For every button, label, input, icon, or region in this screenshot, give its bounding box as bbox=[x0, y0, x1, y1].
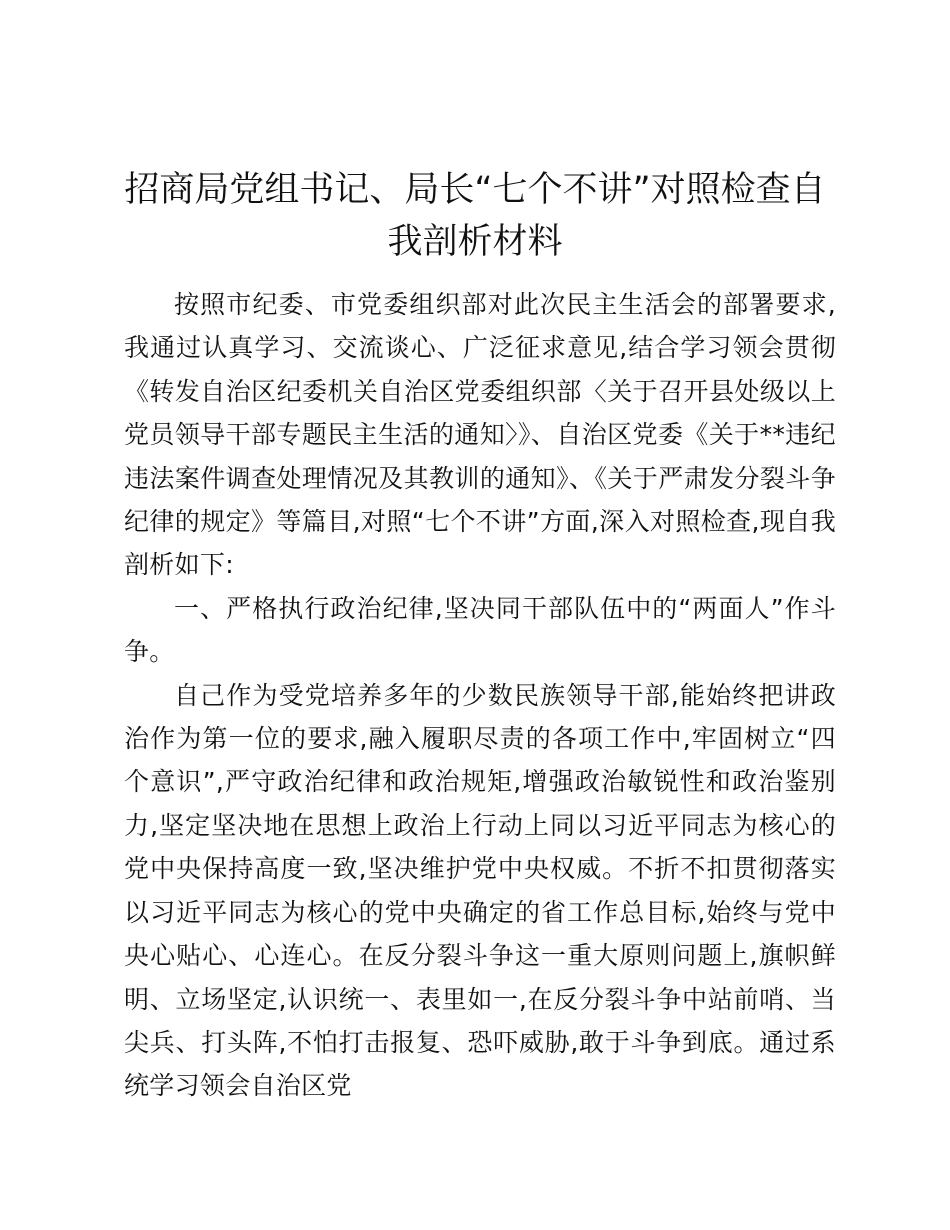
paragraph-body: 自己作为受党培养多年的少数民族领导干部,能始终把讲政治作为第一位的要求,融入履职尽责的各项工作中,牢固树立“四个意识”,严守政治纪律和政治规矩,增强政治敏锐性和政治鉴别力,坚定坚决地在思想上政治上行动上同以习近平同志为核心的党中央保持高度一致,坚决维护党中央权威。不折不扣贯彻落实以习近平同志为核心的党中央确定的省工作总目标,始终与党中央心贴心、心连心。在反分裂斗争这一重大原则问题上,旗帜鲜明、立场坚定,认识统一、表里如一,在反分裂斗争中站前哨、当尖兵、打头阵,不怕打击报复、恐吓威胁,敢于斗争到底。通过系统学习领会自治区党 bbox=[124, 680, 836, 1101]
paragraph-section-heading: 一、严格执行政治纪律,坚决同干部队伍中的“两面人”作斗争。 bbox=[124, 593, 836, 667]
document-title: 招商局党组书记、局长“七个不讲”对照检查自我剖析材料 bbox=[124, 170, 826, 262]
paragraph-intro: 按照市纪委、市党委组织部对此次民主生活会的部署要求,我通过认真学习、交流谈心、广泛征求意见,结合学习领会贯彻《转发自治区纪委机关自治区党委组织部〈关于召开县处级以上党员领导干部专题民主生活的通知〉》、自治区党委《关于**违纪违法案件调查处理情况及其教训的通知》、《关于严肃发分裂斗争纪律的规定》等篇目,对照“七个不讲”方面,深入对照检查,现自我剖析如下: bbox=[124, 290, 836, 580]
document-body bbox=[124, 283, 836, 1108]
